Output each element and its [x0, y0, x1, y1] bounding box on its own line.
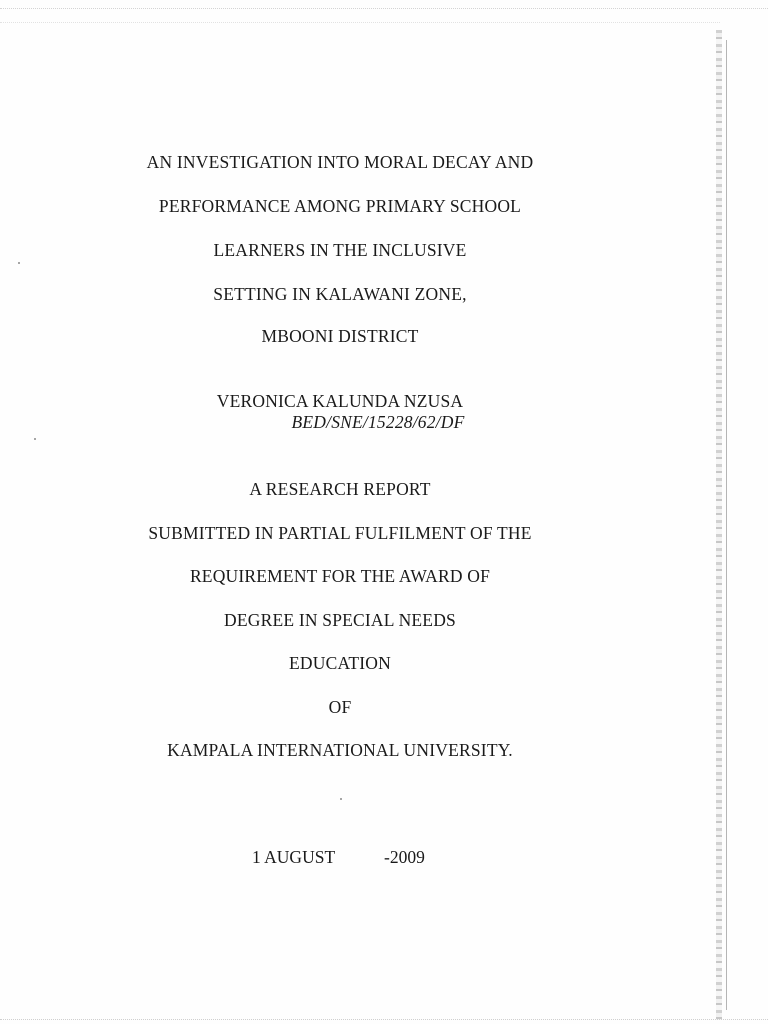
- submission-line-2: SUBMITTED IN PARTIAL FULFILMENT OF THE: [148, 523, 532, 543]
- scan-speck: [34, 438, 36, 440]
- scan-speck: [340, 798, 342, 800]
- university-name: KAMPALA INTERNATIONAL UNIVERSITY.: [167, 740, 513, 760]
- submission-line-5: EDUCATION: [289, 653, 391, 673]
- submission-date: [0, 847, 768, 871]
- scan-artifact-bottom: [0, 1019, 768, 1020]
- submission-line-4: DEGREE IN SPECIAL NEEDS: [224, 610, 456, 630]
- submission-line-3: REQUIREMENT FOR THE AWARD OF: [189, 566, 491, 586]
- scan-speck: [18, 262, 20, 264]
- report-type: A RESEARCH REPORT: [249, 479, 431, 499]
- date-day-month: 1 AUGUST: [252, 847, 336, 867]
- scan-artifact-right-edge: [716, 30, 722, 1020]
- author-name: VERONICA KALUNDA NZUSA: [216, 391, 464, 411]
- author-registration-number: BED/SNE/15228/62/DF: [291, 412, 465, 432]
- title-line-4: SETTING IN KALAWANI ZONE,: [213, 284, 467, 304]
- submission-line-6: OF: [328, 697, 352, 717]
- scan-artifact-top-secondary: [0, 22, 720, 23]
- title-line-3: LEARNERS IN THE INCLUSIVE: [213, 240, 467, 260]
- title-line-2: PERFORMANCE AMONG PRIMARY SCHOOL: [158, 196, 522, 216]
- date-year: -2009: [384, 847, 425, 867]
- scan-artifact-top: [0, 8, 768, 9]
- title-line-1: AN INVESTIGATION INTO MORAL DECAY AND: [146, 152, 534, 172]
- title-line-5: MBOONI DISTRICT: [261, 326, 419, 346]
